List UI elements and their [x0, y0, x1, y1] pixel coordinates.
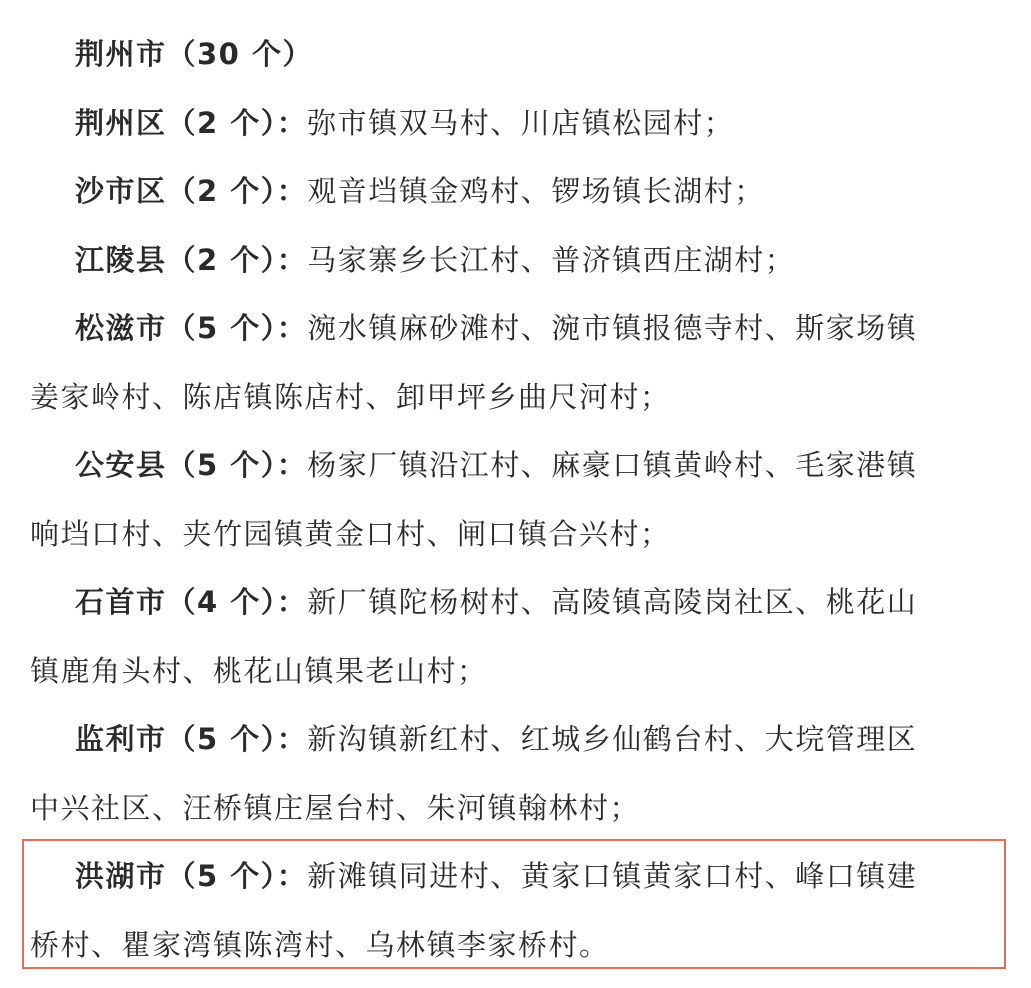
district-label: 公安县（5 个）：	[75, 448, 308, 482]
district-label: 荆州区（2 个）：	[75, 106, 308, 140]
village-list-continued: 中兴社区、汪桥镇庄屋台村、朱河镇翰林村；	[30, 791, 641, 825]
village-list: 涴水镇麻砂滩村、涴市镇报德寺村、斯家场镇	[307, 311, 918, 345]
district-label: 监利市（5 个）：	[75, 722, 308, 756]
list-item	[75, 856, 917, 896]
district-label: 江陵县（2 个）：	[75, 243, 308, 277]
village-list: 弥市镇双马村、川店镇松园村；	[307, 106, 735, 140]
village-list: 新滩镇同进村、黄家口镇黄家口村、峰口镇建	[307, 859, 918, 893]
village-list: 新沟镇新红村、红城乡仙鹤台村、大垸管理区	[307, 722, 918, 756]
list-item	[75, 308, 917, 348]
list-item	[75, 582, 917, 622]
district-label: 松滋市（5 个）：	[75, 311, 308, 345]
village-list-continued: 响垱口村、夹竹园镇黄金口村、闸口镇合兴村；	[30, 517, 671, 551]
village-list-continued: 桥村、瞿家湾镇陈湾村、乌林镇李家桥村。	[30, 928, 610, 962]
village-list: 观音垱镇金鸡村、锣场镇长湖村；	[307, 174, 765, 208]
list-item	[75, 240, 795, 280]
district-label: 沙市区（2 个）：	[75, 174, 308, 208]
village-list-continued: 镇鹿角头村、桃花山镇果老山村；	[30, 654, 488, 688]
district-label: 洪湖市（5 个）：	[75, 859, 308, 893]
village-list: 杨家厂镇沿江村、麻豪口镇黄岭村、毛家港镇	[307, 448, 918, 482]
district-label: 石首市（4 个）：	[75, 585, 308, 619]
village-list: 马家寨乡长江村、普济镇西庄湖村；	[307, 243, 796, 277]
page-title: 荆州市（30 个）	[75, 37, 313, 71]
list-item	[75, 719, 917, 759]
village-list-continued: 姜家岭村、陈店镇陈店村、卸甲坪乡曲尺河村；	[30, 380, 671, 414]
list-item	[75, 103, 734, 143]
list-item	[75, 171, 765, 211]
list-item	[75, 445, 917, 485]
village-list: 新厂镇陀杨树村、高陵镇高陵岗社区、桃花山	[307, 585, 918, 619]
